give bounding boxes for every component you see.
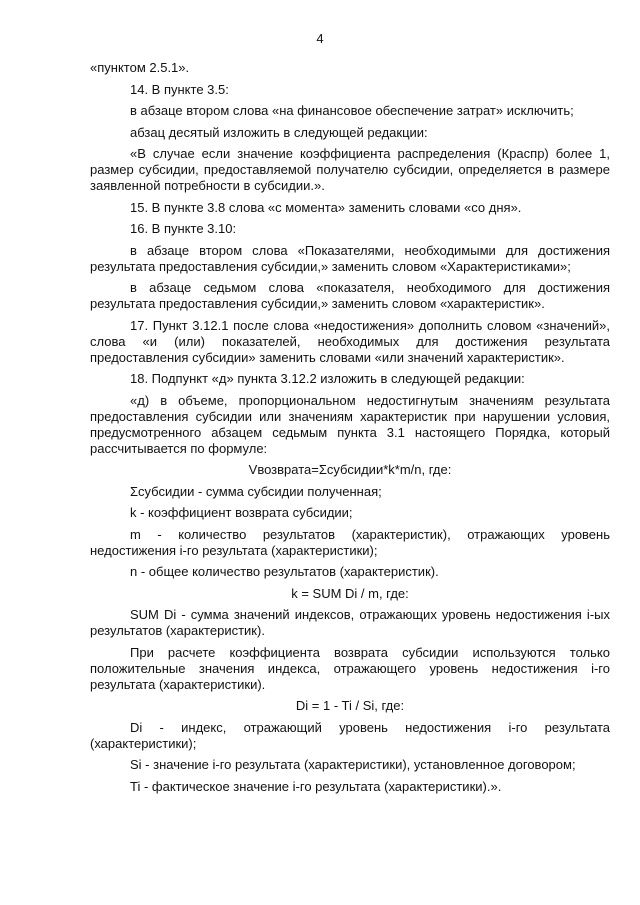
- paragraph-item-16-a: в абзаце втором слова «Показателями, необходимыми для достижения результата предоставления субсидии,» заменить словом «Характеристиками»;: [90, 242, 610, 274]
- definition-si: Si - значение i-го результата (характеристики), установленное договором;: [130, 757, 576, 772]
- formula-di: Di = 1 - Ti / Si, где:: [295, 698, 405, 713]
- paragraph-item-15: 15. В пункте 3.8 слова «с момента» заменить словами «со дня».: [130, 199, 522, 215]
- paragraph-closing-quote: «пунктом 2.5.1».: [90, 60, 190, 75]
- paragraph-item-18-d: «д) в объеме, пропорциональном недостигнутым значениям результата предоставления субсидии или значениям характеристик при нарушении условия, предусмотренного абзацем седьмым пункта 3.1 настоящего Порядка, который рассчитывается по формуле:: [90, 392, 610, 456]
- definition-ti: Ti - фактическое значение i-го результата (характеристики).».: [130, 778, 502, 794]
- definition-di: Di - индекс, отражающий уровень недостижения i-го результата (характеристики);: [90, 719, 610, 751]
- paragraph-item-14-b: абзац десятый изложить в следующей редакции:: [130, 124, 428, 140]
- paragraph-item-18: 18. Подпункт «д» пункта 3.12.2 изложить в следующей редакции:: [130, 371, 525, 386]
- paragraph-item-14-a: в абзаце втором слова «на финансовое обеспечение затрат» исключить;: [130, 103, 574, 118]
- definition-sum-subsidy: Σсубсидии - сумма субсидии полученная;: [130, 483, 382, 499]
- definition-n: n - общее количество результатов (характеристик).: [130, 564, 439, 579]
- page-number: 4: [316, 31, 324, 46]
- paragraph-positive-values: При расчете коэффициента возврата субсидии используются только положительные значения индекса, отражающего уровень недостижения i-го результата (характеристики).: [90, 644, 610, 692]
- definition-m: m - количество результатов (характеристик), отражающих уровень недостижения i-го результата (характеристики);: [90, 526, 610, 558]
- paragraph-item-14: 14. В пункте 3.5:: [130, 81, 229, 97]
- paragraph-item-17: 17. Пункт 3.12.1 после слова «недостижения» дополнить словом «значений», слова «и (или) показателей, необходимых для достижения результата предоставления субсидии» заменить словами «или значений характеристик».: [90, 317, 610, 365]
- formula-v-return: Vвозврата=Σсубсидии*k*m/n, где:: [248, 462, 452, 477]
- definition-sum-di: SUM Di - сумма значений индексов, отражающих уровень недостижения i-ых результатов (характеристик).: [90, 607, 610, 638]
- paragraph-item-14-c: «В случае если значение коэффициента распределения (Краспр) более 1, размер субсидии, предоставляемой получателю субсидии, определяется в размере заявленной потребности в субсидии.».: [90, 146, 610, 193]
- formula-k: k = SUM Di / m, где:: [291, 585, 409, 601]
- definition-k: k - коэффициент возврата субсидии;: [130, 505, 353, 520]
- paragraph-item-16-b: в абзаце седьмом слова «показателя, необходимого для достижения результата предоставления субсидии,» заменить словом «характеристик».: [90, 280, 610, 311]
- document-body: [90, 60, 610, 800]
- paragraph-item-16: 16. В пункте 3.10:: [130, 221, 237, 236]
